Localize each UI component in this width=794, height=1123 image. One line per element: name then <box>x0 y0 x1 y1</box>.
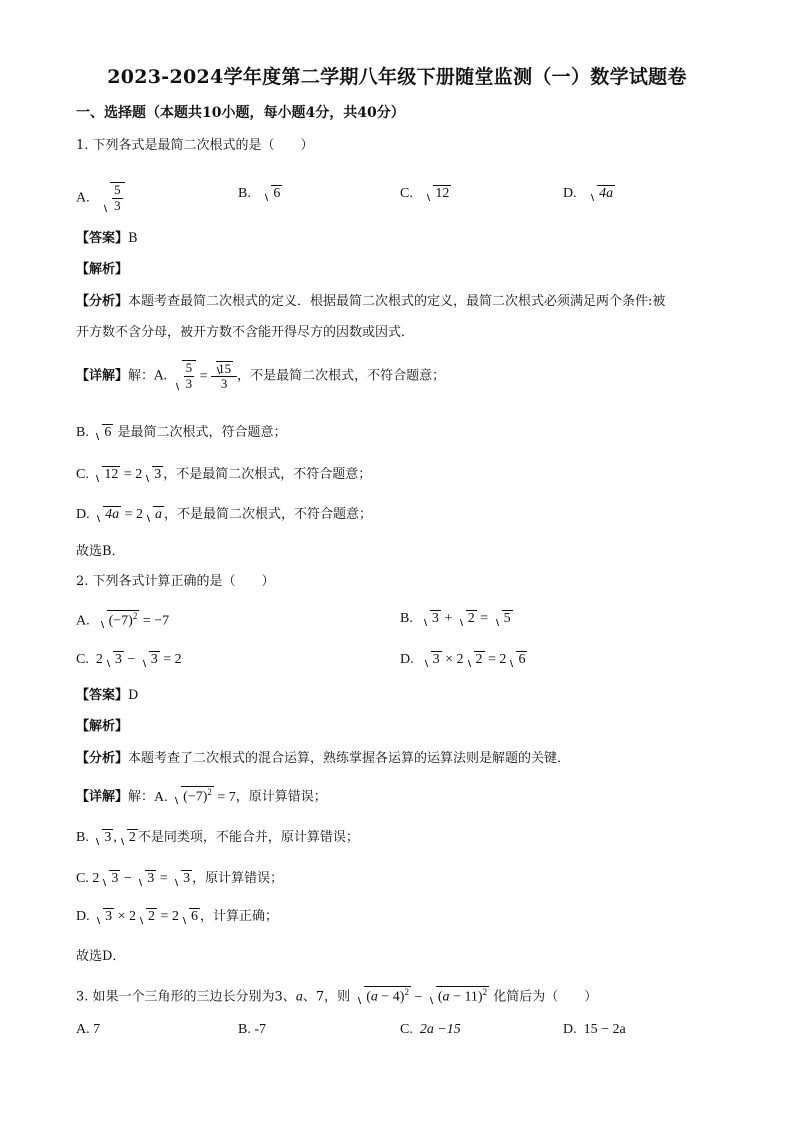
q1-answer: 【答案】B <box>76 231 138 246</box>
q3-option-a: A. 7 <box>76 1022 101 1037</box>
q1-option-b-label: B. <box>238 186 251 201</box>
q2-detail-a: 【详解】解：A. $(-7)^2 = 7$，原计算错误； <box>76 787 327 805</box>
q1-option-b <box>238 185 282 203</box>
q1-detail-c: C. 12 = 2 3 ，不是最简二次根式，不符合题意； <box>76 467 372 482</box>
q1-option-b-value: 6 <box>273 186 281 201</box>
q1-option-d <box>563 185 615 203</box>
q1-option-c-value: 12 <box>435 186 450 201</box>
q3-stem: 3. 如果一个三角形的三边长分别为3、a、7，则 $(a - 4)^2 - (a - 11)^2$ 化简后为（ ） <box>76 987 598 1005</box>
q1-stem: 1. 下列各式是最简二次根式的是（ ） <box>76 138 314 153</box>
q2-answer: 【答案】D <box>76 688 139 703</box>
q1-option-c <box>400 185 451 203</box>
q1-option-d-value: 4a <box>599 186 614 201</box>
q3-option-b: B. -7 <box>238 1022 266 1037</box>
q3-option-d: D. 15 − 2a <box>563 1022 626 1037</box>
q2-analysis-label: 【解析】 <box>76 719 129 734</box>
q1-conclusion: 故选B． <box>76 544 125 559</box>
q1-analysis-label: 【解析】 <box>76 262 129 277</box>
q2-conclusion: 故选D． <box>76 949 126 964</box>
q1-option-a-label: A. <box>76 190 90 206</box>
q1-detail-b: B. 6 是最简二次根式，符合题意； <box>76 425 287 440</box>
q2-option-b: B. 3 + 2 = 5 <box>400 611 511 626</box>
page-title: 2023-2024学年度第二学期八年级下册随堂监测（一）数学试题卷 <box>107 66 687 88</box>
q1-detail-a: 【详解】解：A. $\frac{5}{3}$ = $\frac{15}{3}$ ，不是最简二次根式，不符合题意； <box>76 360 446 392</box>
q1-option-a-math: $\frac{5}{3}$ <box>101 182 125 214</box>
q3-option-c: C. 2a −15 <box>400 1022 461 1037</box>
q2-option-d: D. 3 × 2 2 = 2 6 <box>400 652 526 667</box>
q1-fenxi-line2: 开方数不含分母，被开方数不含能开得尽方的因数或因式． <box>76 325 415 340</box>
q2-stem: 2. 下列各式计算正确的是（ ） <box>76 574 275 589</box>
q2-fenxi: 【分析】本题考查了二次根式的混合运算，熟练掌握各运算的运算法则是解题的关键． <box>76 751 571 766</box>
q1-option-a <box>76 182 125 214</box>
q1-detail-d: D. 4a = 2 a ，不是最简二次根式，不符合题意； <box>76 507 373 522</box>
q2-detail-d: D. 3 × 2 2 = 2 6 ，计算正确； <box>76 909 278 924</box>
q1-option-d-label: D. <box>563 186 577 201</box>
q2-detail-b: B. 3 , 2 不是同类项，不能合并，原计算错误； <box>76 830 359 845</box>
q1-option-c-label: C. <box>400 186 413 201</box>
q2-option-a: A. $(-7)^2 = -7$ <box>76 611 170 629</box>
q2-detail-c: C. 2 3 − 3 = 3 ，原计算错误； <box>76 871 284 886</box>
q2-option-c: C. 2 3 − 3 = 2 <box>76 652 182 667</box>
q1-fenxi-line1: 【分析】本题考查最简二次根式的定义．根据最简二次根式的定义，最简二次根式必须满足两个条件:被 <box>76 294 666 309</box>
section-heading: 一、选择题（本题共10小题，每小题4分，共40分） <box>76 105 405 121</box>
